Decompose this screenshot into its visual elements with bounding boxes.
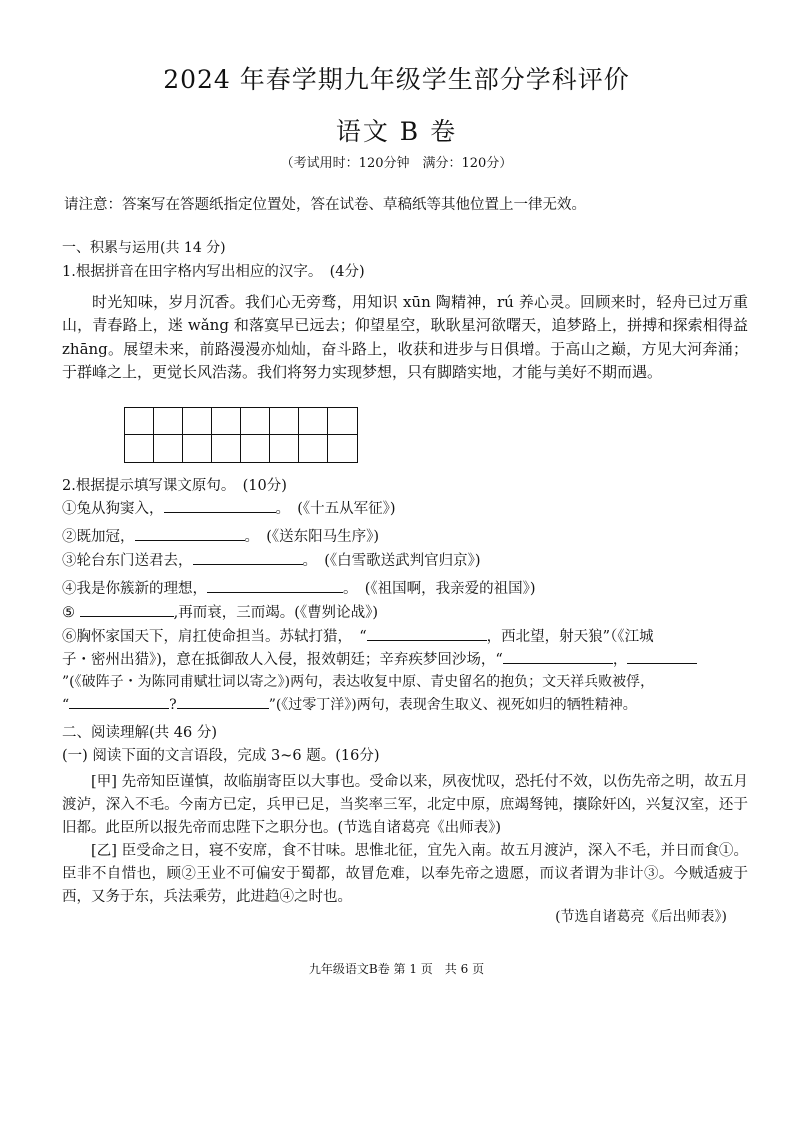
q2-line-3-source: 。 (《白雪歌送武判官归京》) xyxy=(302,553,481,569)
grid-cell[interactable] xyxy=(212,435,241,462)
section1-heading: 一、积累与运用(共 14 分) xyxy=(62,240,226,256)
q2-line-2 xyxy=(62,525,379,546)
q2-line-1-text: ①兔从狗窦入， xyxy=(62,501,164,517)
answer-blank[interactable] xyxy=(80,602,174,617)
grid-cell[interactable] xyxy=(270,435,299,462)
q2-line-4-text: ④我是你簇新的理想， xyxy=(62,581,207,597)
question-mark: ? xyxy=(169,697,177,713)
grid-cell[interactable] xyxy=(125,435,154,462)
grid-cell[interactable] xyxy=(328,408,357,435)
grid-cell[interactable] xyxy=(212,408,241,435)
answer-blank[interactable] xyxy=(177,694,269,709)
q2-line-5-text: ⑤ xyxy=(62,605,75,621)
answer-blank[interactable] xyxy=(164,498,276,513)
q2-line-4-source: 。 (《祖国啊，我亲爱的祖国》) xyxy=(343,581,536,597)
grid-cell[interactable] xyxy=(183,408,212,435)
q2-line-4 xyxy=(62,577,536,598)
answer-blank[interactable] xyxy=(135,526,245,541)
passage-yi: [乙] 臣受命之日，寝不安席，食不甘味。思惟北征，宜先入南。故五月渡泸，深入不毛，并日而食①。臣非不自惜也，顾②王业不可偏安于蜀都，故冒危难，以奉先帝之遗愿，而议者谓为非计③。今贼适疲于西，又务于东，兵法乘劳，此进趋④之时也。 xyxy=(62,843,748,906)
q2-line-2-text: ②既加冠， xyxy=(62,529,135,545)
q2-line-1-source: 。 (《十五从军征》) xyxy=(275,501,396,517)
q2-line-5-source: ,再而衰，三而竭。(《曹刿论战》) xyxy=(173,605,379,621)
q2-prompt: 2.根据提示填写课文原句。 (10分) xyxy=(62,478,287,494)
part1-heading: (一) 阅读下面的文言语段，完成 3~6 题。(16分) xyxy=(62,748,380,764)
q1-prompt: 1.根据拼音在田字格内写出相应的汉字。 (4分) xyxy=(62,264,365,280)
tianzige-grid[interactable] xyxy=(124,407,358,463)
grid-cell[interactable] xyxy=(241,408,270,435)
answer-blank[interactable] xyxy=(503,649,613,664)
q2-line-8 xyxy=(62,671,654,691)
grid-cell[interactable] xyxy=(270,408,299,435)
answer-blank[interactable] xyxy=(627,649,697,664)
paper-subtitle: 语文 B 卷 xyxy=(335,117,458,146)
grid-cell[interactable] xyxy=(154,435,183,462)
q2-line-9-text: ”(《过零丁洋》)两句，表现舍生取义、视死如归的牺牲精神。 xyxy=(268,697,637,713)
q2-line-7 xyxy=(62,648,697,669)
grid-cell[interactable] xyxy=(299,435,328,462)
page-title: 2024 年春学期九年级学生部分学科评价 xyxy=(163,65,630,94)
notice-text: 请注意：答案写在答题纸指定位置处，答在试卷、草稿纸等其他位置上一律无效。 xyxy=(64,197,586,213)
q2-line-9 xyxy=(62,694,637,714)
q2-line-8-text: ”(《破阵子・为陈同甫赋壮词以寄之》)两句，表达收复中原、青史留名的抱负；文天祥兵败被俘， xyxy=(62,674,655,690)
passage-jia: [甲] 先帝知臣谨慎，故临崩寄臣以大事也。受命以来，夙夜忧叹，恐托付不效，以伤先帝之明，故五月渡泸，深入不毛。今南方已定，兵甲已足，当奖率三军，北定中原，庶竭驽钝，攘除奸凶，兴复汉室，还于旧都。此臣所以报先帝而忠陛下之职分也。(节选自诸葛亮《出师表》) xyxy=(62,774,748,837)
grid-cell[interactable] xyxy=(183,435,212,462)
grid-cell[interactable] xyxy=(154,408,183,435)
q2-line-3 xyxy=(62,549,481,570)
q2-line-3-text: ③轮台东门送君去， xyxy=(62,553,193,569)
answer-blank[interactable] xyxy=(193,550,303,565)
q2-line-7-text: 子・密州出猎》)，意在抵御敌人入侵，报效朝廷；辛弃疾梦回沙场，“ xyxy=(62,652,503,668)
passage-yi-source: (节选自诸葛亮《后出师表》) xyxy=(555,909,727,925)
grid-cell[interactable] xyxy=(241,435,270,462)
q1-passage: 时光知味，岁月沉香。我们心无旁骛，用知识 xūn 陶精神，rú 养心灵。回顾来时，轻舟已过万重山，青春路上，迷 wǎng 和落寞早已远去；仰望星空，耿耿星河欲曙天，追梦路上，拼搏和探索相得益 zhāng。展望未来，前路漫漫亦灿灿，奋斗路上，收获和进步与日俱增。于高山之巅，方见大河奔涌；于群峰之上，更觉长风浩荡。我们将努力实现梦想，只有脚踏实地，才能与美好不期而遇。 xyxy=(62,293,748,381)
grid-cell[interactable] xyxy=(125,408,154,435)
q2-line-7-comma: ， xyxy=(612,652,628,668)
q2-line-2-source: 。 (《送东阳马生序》) xyxy=(244,529,380,545)
grid-cell[interactable] xyxy=(328,435,357,462)
q2-line-1 xyxy=(62,497,396,518)
q2-line-6-tail: ，西北望，射天狼”（《江城 xyxy=(486,629,654,645)
answer-blank[interactable] xyxy=(367,626,487,641)
grid-cell[interactable] xyxy=(299,408,328,435)
q2-line-6 xyxy=(62,625,654,646)
open-quote: “ xyxy=(62,697,70,713)
exam-info: （考试用时：120分钟 满分：120分） xyxy=(280,156,513,171)
answer-blank[interactable] xyxy=(207,578,343,593)
q2-line-6-text: ⑥胸怀家国天下，肩扛使命担当。苏轼打猎， “ xyxy=(62,629,367,645)
q2-line-5 xyxy=(62,601,378,622)
answer-blank[interactable] xyxy=(69,694,169,709)
page-footer: 九年级语文B卷 第 1 页 共 6 页 xyxy=(308,962,485,976)
section2-heading: 二、阅读理解(共 46 分) xyxy=(62,725,217,741)
